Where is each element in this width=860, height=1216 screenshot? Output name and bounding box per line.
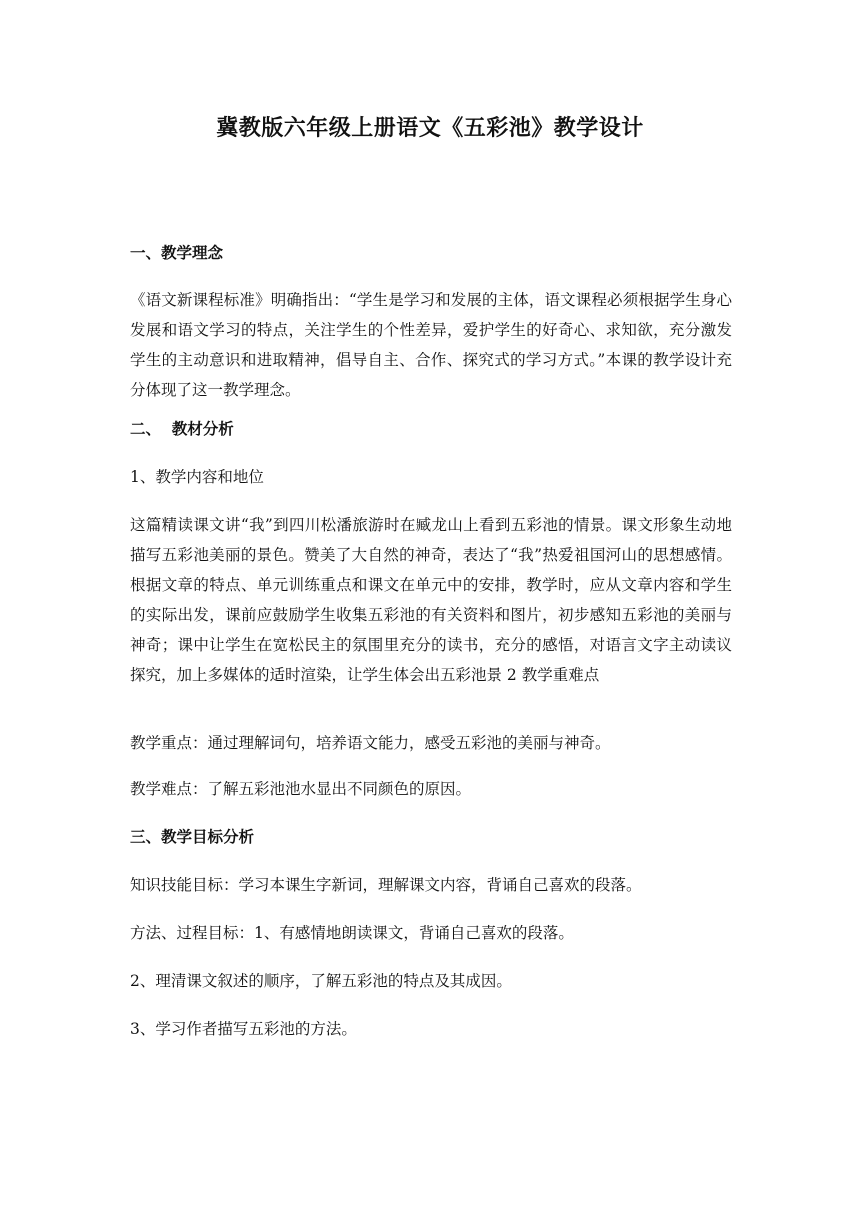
paragraph-material-analysis: 这篇精读课文讲“我”到四川松潘旅游时在臧龙山上看到五彩池的情景。课文形象生动地描写五彩池美丽的景色。赞美了大自然的神奇，表达了“我”热爱祖国河山的思想感情。根据文章的特点、单元训练重点和课文在单元中的安排，教学时，应从文章内容和学生的实际出发，课前应鼓励学生收集五彩池的有关资料和图片，初步感知五彩池的美丽与神奇；课中让学生在宽松民主的氛围里充分的读书，充分的感悟，对语言文字主动读议探究，加上多媒体的适时渲染，让学生体会出五彩池景 2 教学重难点: [130, 516, 732, 684]
paragraph-teaching-philosophy: 《语文新课程标准》明确指出：“学生是学习和发展的主体，语文课程必须根据学生身心发展和语文学习的特点，关注学生的个性差异，爱护学生的好奇心、求知欲，充分激发学生的主动意识和进取精神，倡导自主、合作、探究式的学习方式。”本课的教学设计充分体现了这一教学理念。: [130, 291, 732, 399]
paragraph-goal-method-3: 3、学习作者描写五彩池的方法。: [130, 1020, 357, 1038]
paragraph-key-point: 教学重点：通过理解词句，培养语文能力，感受五彩池的美丽与神奇。: [130, 734, 611, 752]
section-heading-teaching-philosophy: 一、教学理念: [130, 243, 224, 262]
paragraph-goal-method-1: 方法、过程目标：1、有感情地朗读课文，背诵自己喜欢的段落。: [130, 924, 574, 942]
paragraph-goal-method-2: 2、理清课文叙述的顺序，了解五彩池的特点及其成因。: [130, 972, 512, 990]
paragraph-goal-knowledge: 知识技能目标：学习本课生字新词，理解课文内容，背诵自己喜欢的段落。: [130, 876, 642, 894]
subheading-content-and-position: 1、教学内容和地位: [130, 468, 264, 486]
section-heading-material-analysis: 二、 教材分析: [130, 419, 234, 438]
section-heading-teaching-goals: 三、教学目标分析: [130, 827, 255, 846]
page-title: 冀教版六年级上册语文《五彩池》教学设计: [216, 115, 644, 141]
paragraph-difficulty: 教学难点：了解五彩池池水显出不同颜色的原因。: [130, 780, 472, 798]
